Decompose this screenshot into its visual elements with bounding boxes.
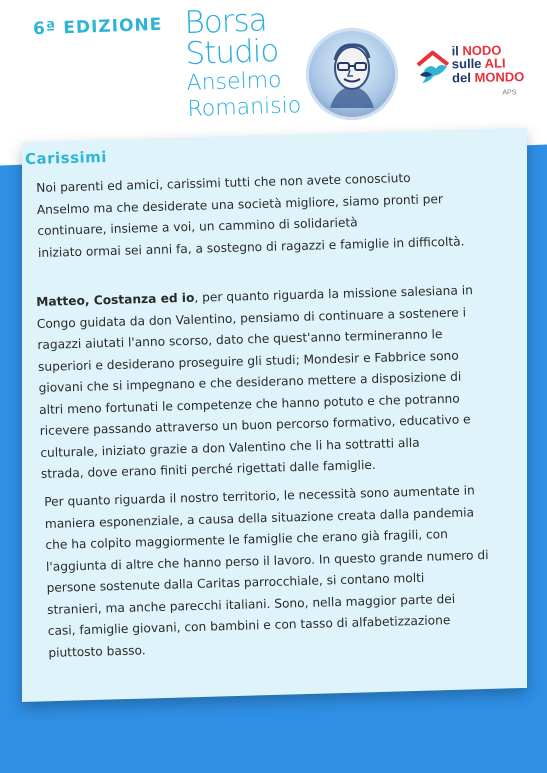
paragraph-line: l'aggiunta di altre che hanno perso il lavoro. In questo grande numero di (45, 547, 489, 574)
logo-word-nodo: NODO (462, 42, 502, 59)
title-anselmo: Anselmo (186, 67, 282, 97)
paragraph-line: Noi parenti ed amici, carissimi tutti che non avete conosciuto (36, 170, 411, 195)
paragraph-first-rest: , per quanto riguarda la missione salesiana in (194, 283, 474, 305)
paragraph-territorio (44, 479, 518, 664)
edition-label: 6ª EDIZIONE (32, 14, 163, 40)
paragraph-line: maniera esponenziale, a causa della situazione creata dalla pandemia (44, 504, 475, 531)
paragraph-line: piuttosto basso. (48, 642, 146, 660)
paragraph-line: continuare, insieme a voi, un cammino di solidarietà (37, 215, 358, 238)
paragraph-line: Per quanto riguarda il nostro territorio, le necessità sono aumentate in (44, 483, 475, 509)
paragraph-bold-names: Matteo, Costanza ed io (36, 290, 195, 309)
paragraph-line: giovani che si impegnano e che desiderano mettere a disposizione di (38, 369, 462, 395)
title-studio: Studio (184, 32, 279, 73)
logo-word-sulle: sulle (451, 56, 482, 72)
paragraph-line: casi, famiglie giovani, con bambini e con tasso di alfabetizzazione (47, 613, 451, 638)
logo-word-ali: ALI (484, 55, 506, 72)
paragraph-line: altri meno fortunati le competenze che hanno potuto e che potranno (38, 391, 460, 417)
paragraph-congo (36, 279, 511, 485)
paragraph-line: stranieri, ma anche parecchi italiani. Sono, nella maggior parte dei (46, 591, 456, 617)
paragraph-line: Anselmo ma che desiderate una società migliore, siamo pronti per (36, 191, 444, 217)
logo-aps: APS (502, 89, 517, 97)
title-romanisio: Romanisio (187, 93, 302, 123)
greeting-heading: Carissimi (24, 147, 108, 169)
paragraph-line: superiori e desiderano proseguire gli studi; Mondesir e Fabbrice sono (37, 348, 459, 374)
paragraph-line: che ha colpito maggiormente le famiglie che erano già fragili, con (45, 527, 449, 552)
paragraph-line: Congo guidata da don Valentino, pensiamo di continuare a sostenere i (36, 304, 467, 331)
paragraph-line: culturale, iniziato grazie a don Valentino che li ha sottratti alla (40, 435, 420, 460)
paragraph-line: ragazzi aiutati l'anno scorso, dato che quest'anno termineranno le (37, 327, 443, 352)
title-borsa: Borsa (183, 2, 268, 42)
paragraph-line: strada, dove erano finiti perché rigettati dalle famiglie. (40, 457, 376, 481)
paragraph-line: ricevere passando attraverso un buon percorso formativo, educativo e (39, 412, 471, 438)
logo-word-del: del (451, 69, 471, 85)
paragraph-intro (36, 165, 508, 264)
paragraph-line: persone sostenute dalla Caritas parrocchiale, si contano molti (46, 570, 425, 595)
paragraph-line: iniziato ormai sei anni fa, a sostegno di ragazzi e famiglie in difficoltà. (37, 233, 465, 260)
logo-word-mondo: MONDO (474, 68, 525, 85)
logo-word-il: il (451, 43, 459, 59)
